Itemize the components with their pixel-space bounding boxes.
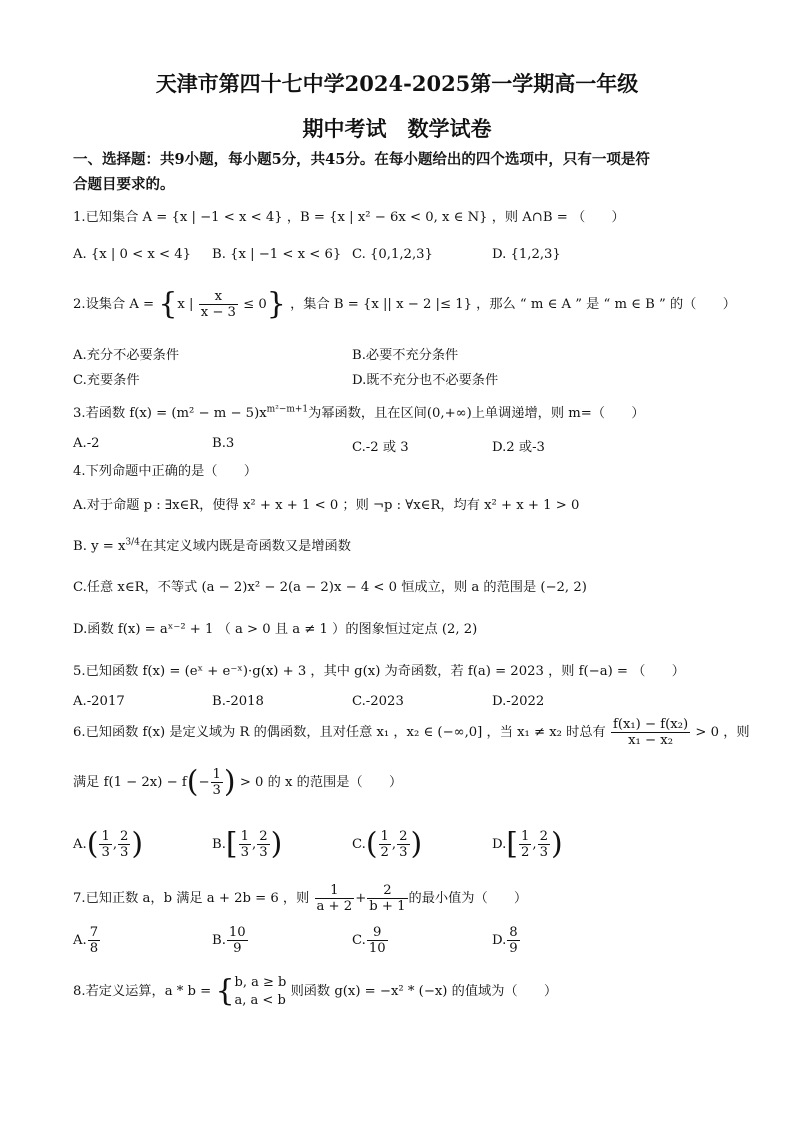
q2-set-right: ≤ 0 — [243, 297, 267, 312]
num: 1 — [101, 829, 110, 844]
q6-frac-num: f(x₁) − f(x₂) — [612, 717, 689, 732]
q3-option-a: A.-2 — [73, 436, 100, 451]
num: 2 — [367, 883, 407, 899]
q6-option-d: D.[ $\frac{1}{2}$ , $\frac{2}{3}$ ) — [492, 826, 563, 862]
q5-option-d: D.-2022 — [492, 694, 545, 709]
plus-sign: + — [355, 891, 367, 906]
open-paren-icon: ( — [186, 764, 199, 800]
q3-option-d: D.2 或-3 — [492, 440, 545, 455]
q2-option-d: D.既不充分也不必要条件 — [352, 373, 499, 388]
bracket-icon: ) — [270, 826, 283, 862]
left-brace-icon: { — [158, 286, 178, 322]
label: C. — [352, 933, 366, 948]
den: 2 — [380, 845, 389, 860]
q5-option-b: B.-2018 — [212, 694, 264, 709]
q6-opt-a-label: A. — [73, 837, 87, 852]
q6-line2-fraction — [211, 767, 223, 798]
q6-opt-b-frac2 — [257, 829, 269, 860]
q4-optb-pre: B. y = x — [73, 539, 126, 554]
q6-opt-a-frac2 — [118, 829, 130, 860]
q7-option-c — [352, 924, 389, 958]
q3-exponent: m²−m+1 — [266, 404, 309, 415]
section-heading-line1: 一、选择题：共9小题，每小题5分，共45分。在每小题给出的四个选项中，只有一项是符 — [73, 151, 650, 168]
q2-set-left: x | — [177, 297, 194, 312]
q7-option-a — [73, 924, 101, 958]
q5-option-c: C.-2023 — [352, 694, 404, 709]
den: a + 2 — [316, 899, 353, 914]
den: 9 — [509, 941, 518, 956]
q2-option-a: A.充分不必要条件 — [73, 348, 180, 363]
q4-optb-exponent: 3/4 — [125, 537, 140, 548]
q4-option-c: C.任意 x∈R，不等式 (a − 2)x² − 2(a − 2)x − 4 < 0 恒成立，则 a 的范围是 (−2, 2) — [73, 580, 587, 595]
question-3-stem — [73, 402, 645, 421]
q6-post: > 0 ，则 — [695, 725, 750, 740]
den: 3 — [399, 845, 408, 860]
q6-frac-den: x₁ − x₂ — [628, 733, 673, 748]
den: 3 — [101, 845, 110, 860]
q4-option-d: D.函数 f(x) = aˣ⁻² + 1 （ a > 0 且 a ≠ 1 ）的图象恒过定点 (2, 2) — [73, 622, 478, 637]
q3-option-b: B.3 — [212, 436, 235, 451]
num: 9 — [367, 925, 388, 941]
q7-fraction-2 — [367, 883, 407, 914]
q6-opt-b-label: B. — [212, 837, 226, 852]
close-paren-icon: ) — [223, 764, 236, 800]
q7-option-b — [212, 924, 249, 958]
q6-line2-post: > 0 的 x 的范围是（ ） — [239, 775, 403, 790]
q8-case-1: b, a ≥ b — [234, 974, 287, 990]
den: 3 — [120, 845, 129, 860]
q7-opt-c-frac — [367, 925, 388, 956]
question-8-stem — [73, 972, 557, 1012]
q4-option-b — [73, 535, 351, 554]
section-heading-line2: 合题目要求的。 — [73, 176, 175, 193]
q2-frac-den: x − 3 — [200, 305, 236, 320]
q3-option-c: C.-2 或 3 — [352, 440, 409, 455]
page-title: 天津市第四十七中学2024-2025第一学期高一年级 — [155, 71, 639, 96]
q1-option-c: C. {0,1,2,3} — [352, 247, 433, 262]
num: 1 — [315, 883, 355, 899]
den: 3 — [539, 845, 548, 860]
q6-line2-pre: 满足 f(1 − 2x) − f — [73, 775, 187, 790]
q7-pre: 7.已知正数 a，b 满足 a + 2b = 6 ，则 — [73, 891, 310, 906]
den: b + 1 — [369, 899, 406, 914]
den: 9 — [233, 941, 242, 956]
num: 1 — [521, 829, 530, 844]
right-brace-icon: } — [266, 286, 286, 322]
bracket-icon: [ — [506, 826, 519, 862]
q2-pre: 2.设集合 A = — [73, 297, 155, 312]
q1-option-b: B. {x | −1 < x < 6} — [212, 247, 342, 262]
q6-opt-b-frac1 — [239, 829, 251, 860]
num: 2 — [120, 829, 129, 844]
bracket-icon: [ — [225, 826, 238, 862]
q2-fraction — [199, 289, 238, 320]
den: 2 — [521, 845, 530, 860]
q7-fraction-1 — [315, 883, 355, 914]
q6-opt-c-label: C. — [352, 837, 366, 852]
q2-option-c: C.充要条件 — [73, 373, 140, 388]
q6-option-a: A.( $\frac{1}{3}$ , $\frac{2}{3}$ ) — [73, 826, 144, 862]
label: D. — [492, 933, 507, 948]
num: 2 — [399, 829, 408, 844]
page-subtitle: 期中考试 数学试卷 — [302, 116, 492, 141]
den: 10 — [368, 941, 386, 956]
q3-post: 为幂函数，且在区间(0,+∞)上单调递增，则 m=（ ） — [308, 406, 645, 421]
num: 10 — [228, 925, 246, 940]
q7-opt-b-frac — [227, 925, 248, 956]
q6-line2-num: 1 — [212, 767, 221, 782]
q6-line2-den: 3 — [212, 783, 221, 798]
num: 8 — [509, 925, 518, 940]
q5-option-a: A.-2017 — [73, 694, 125, 709]
q2-option-b: B.必要不充分条件 — [352, 348, 459, 363]
q6-option-c: C.( $\frac{1}{2}$ , $\frac{2}{3}$ ) — [352, 826, 423, 862]
question-2-stem — [73, 288, 736, 322]
q1-option-a: A. {x | 0 < x < 4} — [73, 247, 192, 262]
q3-pre: 3.若函数 f(x) = (m² − m − 5)x — [73, 406, 267, 421]
den: 3 — [259, 845, 268, 860]
q6-opt-d-frac2 — [538, 829, 550, 860]
num: 2 — [259, 829, 268, 844]
q1-option-d: D. {1,2,3} — [492, 247, 561, 262]
q6-pre: 6.已知函数 f(x) 是定义域为 R 的偶函数，且对任意 x₁ ，x₂ ∈ (−∞,0] ，当 x₁ ≠ x₂ 时总有 — [73, 725, 606, 740]
bracket-icon: ) — [410, 826, 423, 862]
question-6-line2: 满足 f(1 − 2x) − f(− $\frac{1}{3}$ ) > 0 的 x 的范围是（ ） — [73, 764, 403, 800]
bracket-icon: ) — [551, 826, 563, 862]
num: 2 — [539, 829, 548, 844]
q6-opt-d-frac1 — [519, 829, 531, 860]
q4-option-a: A.对于命题 p : ∃x∈R，使得 x² + x + 1 < 0 ；则 ¬p : ∀x∈R，均有 x² + x + 1 > 0 — [73, 498, 580, 513]
q6-opt-c-frac1 — [379, 829, 391, 860]
q4-optb-post: 在其定义域内既是奇函数又是增函数 — [139, 539, 351, 554]
q8-case-2: a, a < b — [234, 992, 286, 1008]
den: 8 — [89, 941, 99, 956]
q8-cases — [235, 974, 287, 1010]
q6-fraction — [611, 717, 690, 748]
question-4-stem: 4.下列命题中正确的是（ ） — [73, 464, 258, 479]
num: 7 — [89, 925, 99, 940]
q2-frac-num: x — [199, 289, 238, 305]
bracket-icon: ) — [131, 826, 144, 862]
num: 1 — [240, 829, 249, 844]
question-7-stem — [73, 882, 527, 916]
q7-option-d — [492, 924, 521, 958]
q7-post: 的最小值为（ ） — [408, 891, 528, 906]
q6-opt-a-frac1 — [99, 829, 111, 860]
question-6-stem — [73, 716, 750, 750]
bracket-icon: ( — [86, 826, 99, 862]
question-5-stem: 5.已知函数 f(x) = (eˣ + e⁻ˣ)·g(x) + 3 ，其中 g(x) 为奇函数，若 f(a) = 2023 ，则 f(−a) = （ ） — [73, 664, 685, 679]
den: 3 — [240, 845, 249, 860]
bracket-icon: ( — [365, 826, 378, 862]
q2-post: ，集合 B = {x || x − 2 |≤ 1} ，那么 “ m ∈ A ” 是 “ m ∈ B ” 的（ ） — [290, 297, 736, 312]
num: 1 — [380, 829, 389, 844]
q8-post: 则函数 g(x) = −x² * (−x) 的值域为（ ） — [290, 984, 558, 999]
left-brace-icon: { — [215, 973, 235, 1009]
q6-opt-c-frac2 — [397, 829, 409, 860]
question-1-stem: 1.已知集合 A = {x | −1 < x < 4} ，B = {x | x² − 6x < 0, x ∈ N} ，则 A∩B = （ ） — [73, 210, 625, 225]
q7-opt-d-frac — [507, 925, 519, 956]
q7-opt-a-frac — [88, 925, 100, 956]
label: B. — [212, 933, 226, 948]
q6-opt-d-label: D. — [492, 837, 507, 852]
q8-pre: 8.若定义运算，a * b = — [73, 984, 212, 999]
label: A. — [73, 933, 87, 948]
q6-option-b: B.[ $\frac{1}{3}$ , $\frac{2}{3}$ ) — [212, 826, 283, 862]
